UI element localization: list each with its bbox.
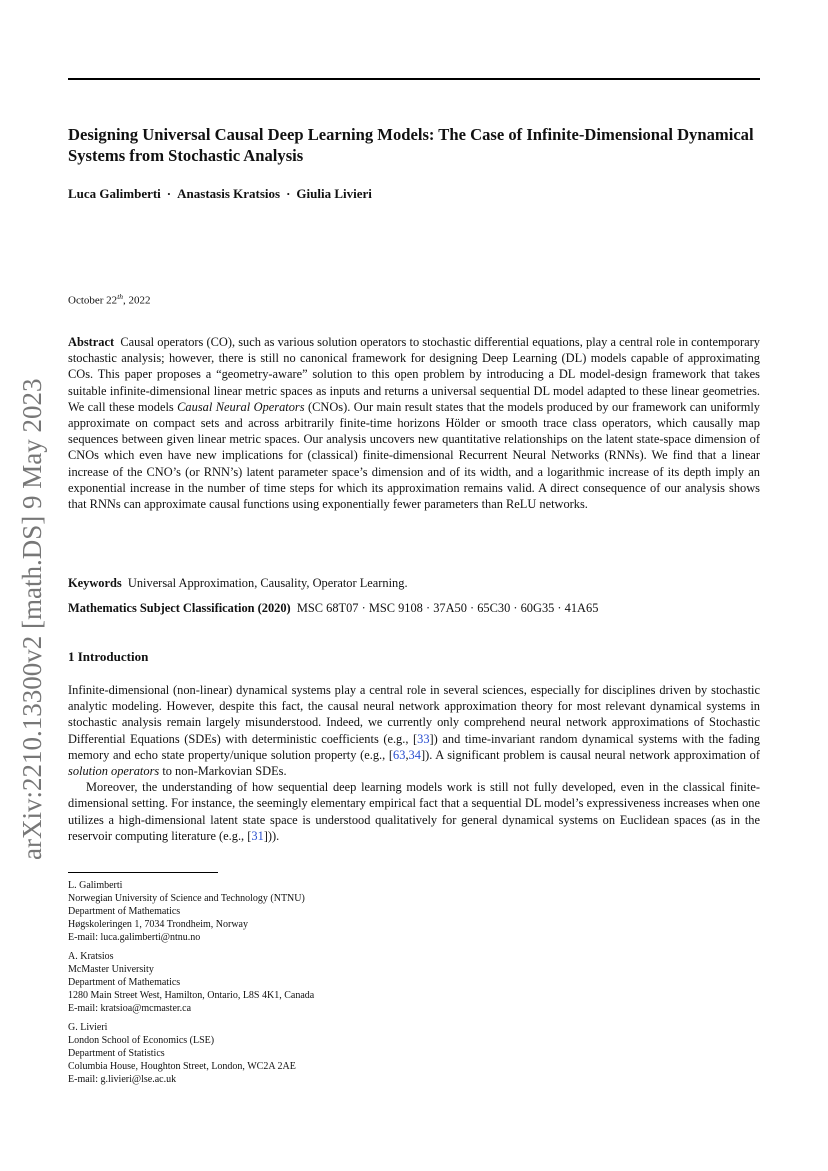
- introduction-body: [68, 682, 760, 844]
- author-separator: ·: [166, 186, 172, 201]
- affiliation-line: Columbia House, Houghton Street, London, WC2A 2AE: [68, 1061, 296, 1072]
- keywords-label: Keywords: [68, 576, 122, 590]
- intro-text: ]) and time-invariant random dynamical systems with the fading memory and echo state property/unique solution property (e.g., [: [68, 731, 760, 762]
- section-heading: 1 Introduction: [68, 649, 149, 664]
- citation-link[interactable]: 34: [408, 747, 421, 762]
- author-name: Luca Galimberti: [68, 186, 161, 201]
- msc-label: Mathematics Subject Classification (2020): [68, 601, 291, 615]
- affiliation-name: G. Livieri: [68, 1022, 108, 1033]
- abstract-label: Abstract: [68, 335, 115, 349]
- intro-text: Moreover, the understanding of how sequential deep learning models work is still not fully developed, even in the classical finite-dimensional setting. For instance, the seemingly elementary empirical fact that a sequential DL model’s expressiveness increases when one utilizes a high-dimensional latent state space is understood qualitatively for general dynamical systems on Euclidean spaces (as in the reservoir computing literature (e.g., [: [68, 780, 760, 843]
- affiliation-line: Department of Mathematics: [68, 977, 181, 988]
- publication-date: [68, 292, 151, 307]
- affiliation-name: L. Galimberti: [68, 880, 123, 891]
- intro-paragraph: Infinite-dimensional (non-linear) dynamical systems play a central role in several sciences, especially for disciplines driven by stochastic analytic modeling. However, despite this fact, the causal neural network approximation theory for most relevant dynamical systems in stochastic analysis remain largely misunderstood. Indeed, we currently only comprehend neural network approximations of Stochastic Differential Equations (SDEs) with deterministic coefficients (e.g., [33]) and time-invariant random dynamical systems with the fading memory and echo state property/unique solution property (e.g., [63,34]). A significant problem is causal neural network approximation of solution operators to non-Markovian SDEs.: [68, 683, 760, 779]
- citation-link[interactable]: 63: [393, 747, 406, 762]
- affiliation-block: [68, 1021, 296, 1086]
- author-name: Anastasis Kratsios: [177, 186, 281, 201]
- citation-link[interactable]: 31: [251, 828, 264, 843]
- affiliation-line: 1280 Main Street West, Hamilton, Ontario, L8S 4K1, Canada: [68, 990, 315, 1001]
- abstract-emphasis: Causal Neural Operators: [177, 399, 305, 414]
- date-superscript: th: [117, 292, 124, 301]
- date-year: , 2022: [123, 294, 151, 307]
- author-separator: ·: [286, 186, 291, 201]
- affiliation-email: E-mail: kratsioa@mcmaster.ca: [68, 1003, 192, 1014]
- affiliation-line: Norwegian University of Science and Technology (NTNU): [68, 893, 305, 904]
- citation-link[interactable]: 33: [417, 731, 430, 746]
- affiliation-line: Department of Mathematics: [68, 906, 181, 917]
- intro-text: Infinite-dimensional (non-linear) dynamical systems play a central role in several sciences, especially for disciplines driven by stochastic analytic modeling. However, despite this fact, the causal neural network approximation theory for most relevant dynamical systems in stochastic analysis remain largely misunderstood. Indeed, we currently only comprehend neural network approximations of Stochastic Differential Equations (SDEs) with deterministic coefficients (e.g., [: [68, 683, 760, 746]
- abstract-text: Causal operators (CO), such as various solution operators to stochastic differential equations, play a central role in contemporary stochastic analysis; however, there is still no canonical framework for designing Deep Learning (DL) models capable of approximating COs. This paper proposes a “geometry-aware” solution to this open problem by introducing a DL model-design framework that takes suitable infinite-dimensional linear metric spaces as inputs and returns a universal sequential DL model adapted to these linear geometries. We call these models: [68, 335, 760, 414]
- msc-classification: [68, 601, 598, 616]
- affiliation-line: McMaster University: [68, 964, 154, 975]
- paper-title: Designing Universal Causal Deep Learning Models: The Case of Infinite-Dimensional Dynamical Systems from Stochastic Analysis: [68, 125, 754, 165]
- intro-text: ])).: [263, 828, 280, 843]
- arxiv-identifier: arXiv:2210.13300v2 [math.DS] 9 May 2023: [17, 378, 47, 860]
- author-list: [68, 186, 372, 202]
- affiliation-block: [68, 950, 314, 1015]
- msc-text: MSC 68T07 · MSC 9108 · 37A50 · 65C30 · 60G35 · 41A65: [296, 601, 599, 615]
- intro-emphasis: solution operators: [68, 764, 160, 779]
- top-rule: [68, 78, 760, 80]
- affiliation-line: Høgskoleringen 1, 7034 Trondheim, Norway: [68, 919, 248, 930]
- abstract-text: (CNOs). Our main result states that the models produced by our framework can uniformly approximate on compact sets and across arbitrarily finite-time horizons Hölder or smooth trace class operators, which causally map sequences between given linear metric spaces. Our analysis uncovers new quantitative relationships on the latent state-space dimension of CNOs which even have new implications for (classical) finite-dimensional Recurrent Neural Networks (RNNs). We find that a linear increase of the CNO’s (or RNN’s) latent parameter space’s dimension and of its width, and a logarithmic increase of its depth imply an exponential increase in the number of time steps for which its approximation remains valid. A direct consequence of our analysis shows that RNNs can approximate causal functions using exponentially fewer parameters than ReLU networks.: [68, 399, 760, 512]
- author-name: Giulia Livieri: [296, 186, 372, 201]
- intro-paragraph: [68, 779, 760, 844]
- affiliation-email: E-mail: luca.galimberti@ntnu.no: [68, 932, 201, 943]
- abstract: [68, 334, 760, 512]
- keywords: [68, 576, 408, 591]
- intro-text: to non-Markovian SDEs.: [159, 764, 287, 779]
- affiliation-line: London School of Economics (LSE): [68, 1035, 215, 1046]
- affiliation-line: Department of Statistics: [68, 1048, 165, 1059]
- affiliation-email: E-mail: g.livieri@lse.ac.uk: [68, 1074, 177, 1085]
- affiliation-block: [68, 879, 305, 944]
- footnote-rule: [68, 872, 218, 873]
- intro-text: ]). A significant problem is causal neural network approximation of: [420, 747, 760, 762]
- affiliation-name: A. Kratsios: [68, 951, 114, 962]
- keywords-text: Universal Approximation, Causality, Operator Learning.: [127, 576, 408, 590]
- date-text: October 22: [68, 294, 118, 307]
